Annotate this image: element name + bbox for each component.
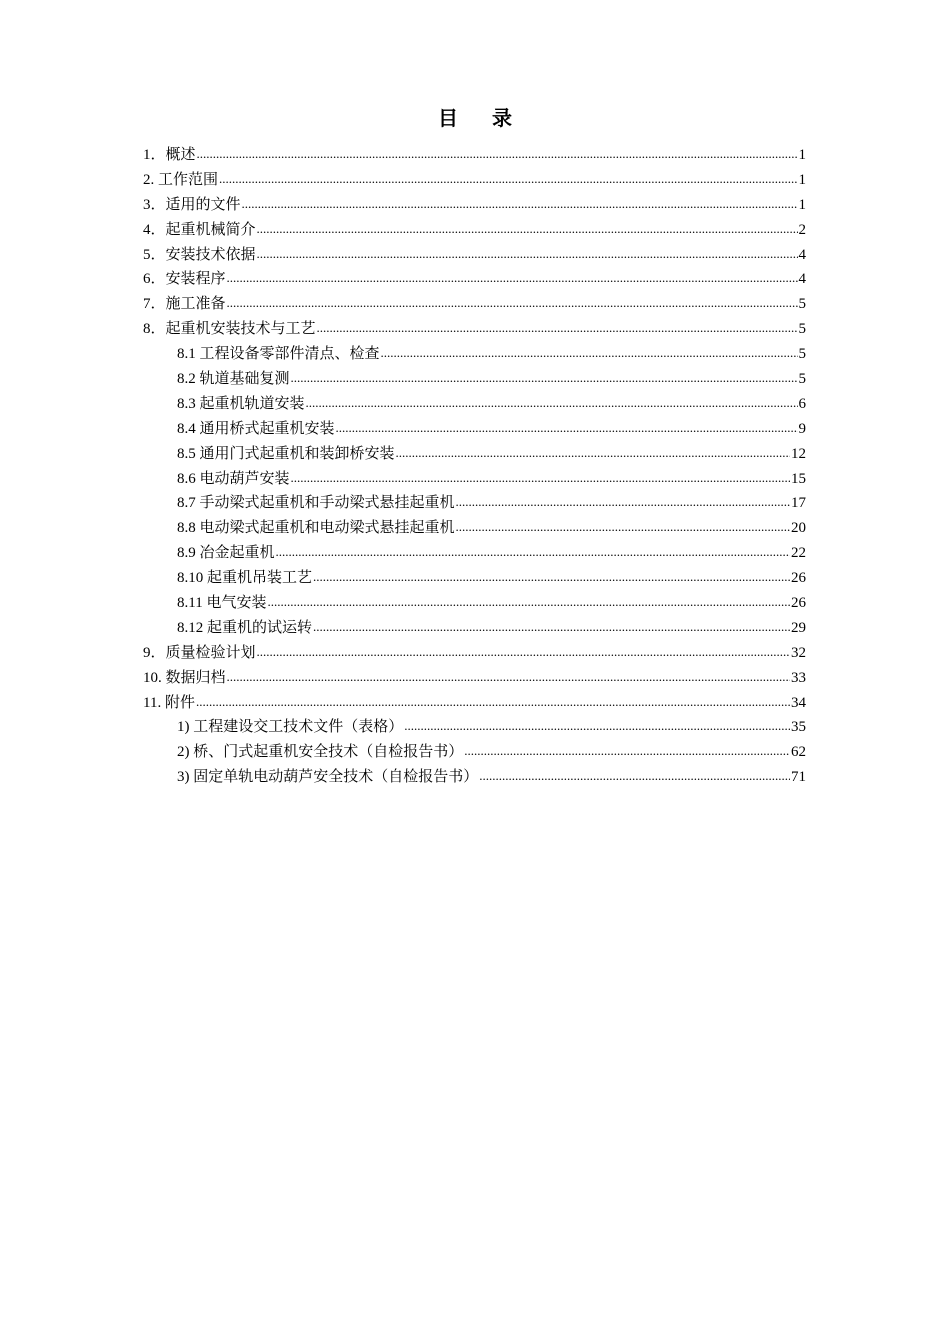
toc-entry[interactable] xyxy=(143,342,806,367)
toc-entry-page-number: 2 xyxy=(798,221,806,238)
toc-dot-leader xyxy=(276,545,790,558)
toc-title: 目录 xyxy=(438,108,546,130)
toc-dot-leader xyxy=(313,570,790,583)
toc-dot-leader xyxy=(227,670,790,683)
toc-entry-page-number: 1 xyxy=(798,171,806,188)
toc-dot-leader xyxy=(479,769,790,782)
toc-entry-label: 7．施工准备 xyxy=(143,296,226,313)
toc-entry-label: 8.6 电动葫芦安装 xyxy=(177,470,290,487)
toc-entry-label: 8.5 通用门式起重机和装卸桥安装 xyxy=(177,445,395,462)
toc-entry-page-number: 26 xyxy=(791,595,806,612)
toc-entry-page-number: 5 xyxy=(798,296,806,313)
toc-entry[interactable] xyxy=(143,765,806,790)
toc-dot-leader xyxy=(219,172,797,185)
toc-dot-leader xyxy=(197,147,798,160)
toc-entry-page-number: 9 xyxy=(798,420,806,437)
toc-dot-leader xyxy=(291,471,790,484)
toc-entry-label: 2. 工作范围 xyxy=(143,171,219,188)
toc-entry-label: 5．安装技术依据 xyxy=(143,246,256,263)
toc-entry-label: 8.12 起重机的试运转 xyxy=(177,619,313,636)
toc-entry-label: 1．概述 xyxy=(143,147,196,163)
toc-entry-label: 8.10 起重机吊装工艺 xyxy=(177,570,313,587)
toc-entry[interactable] xyxy=(143,541,806,566)
toc-entry-page-number: 34 xyxy=(791,694,806,711)
toc-entry-page-number: 22 xyxy=(791,545,806,562)
toc-entry[interactable] xyxy=(143,143,806,168)
toc-entry-label: 10. 数据归档 xyxy=(143,669,226,686)
toc-entry[interactable] xyxy=(143,392,806,417)
toc-entry[interactable] xyxy=(143,317,806,342)
toc-dot-leader xyxy=(404,719,790,732)
toc-entry-label: 4．起重机械简介 xyxy=(143,221,256,238)
toc-entry-page-number: 17 xyxy=(791,495,806,512)
toc-entry[interactable] xyxy=(143,740,806,765)
toc-entry[interactable] xyxy=(143,168,806,193)
toc-entry[interactable] xyxy=(143,442,806,467)
toc-entry-page-number: 32 xyxy=(791,644,806,661)
toc-entry[interactable] xyxy=(143,516,806,541)
toc-dot-leader xyxy=(227,271,798,284)
toc-dot-leader xyxy=(227,296,798,309)
toc-dot-leader xyxy=(196,695,790,708)
toc-entry-label: 8.7 手动梁式起重机和手动梁式悬挂起重机 xyxy=(177,495,455,512)
toc-dot-leader xyxy=(257,645,790,658)
toc-entry-page-number: 15 xyxy=(791,470,806,487)
toc-entry-label: 8.3 起重机轨道安装 xyxy=(177,395,305,412)
toc-entry-page-number: 4 xyxy=(798,246,806,263)
toc-entry-label: 8.1 工程设备零部件清点、检查 xyxy=(177,346,380,363)
toc-dot-leader xyxy=(336,421,798,434)
toc-entry-label: 8．起重机安装技术与工艺 xyxy=(143,321,316,338)
toc-dot-leader xyxy=(242,197,798,210)
toc-dot-leader xyxy=(464,744,790,757)
toc-entry[interactable] xyxy=(143,292,806,317)
toc-entry-page-number: 12 xyxy=(791,445,806,462)
toc-dot-leader xyxy=(267,595,790,608)
toc-entry[interactable] xyxy=(143,641,806,666)
toc-dot-leader xyxy=(257,247,798,260)
toc-entry-label: 3) 固定单轨电动葫芦安全技术（自检报告书） xyxy=(177,769,479,786)
toc-entry-page-number: 1 xyxy=(798,147,806,163)
toc-entry-label: 8.4 通用桥式起重机安装 xyxy=(177,420,335,437)
toc-entry[interactable] xyxy=(143,243,806,268)
toc-entry-page-number: 33 xyxy=(791,669,806,686)
toc-entry[interactable] xyxy=(143,591,806,616)
toc-entry-page-number: 35 xyxy=(791,719,806,736)
toc-dot-leader xyxy=(313,620,790,633)
toc-entry-label: 6．安装程序 xyxy=(143,271,226,288)
toc-entry-label: 1) 工程建设交工技术文件（表格） xyxy=(177,719,404,736)
toc-entry-label: 8.11 电气安装 xyxy=(177,595,267,612)
toc-entry-page-number: 71 xyxy=(791,769,806,786)
toc-dot-leader xyxy=(456,520,790,533)
toc-entry-page-number: 26 xyxy=(791,570,806,587)
toc-entry-page-number: 6 xyxy=(798,395,806,412)
toc-entry[interactable] xyxy=(143,193,806,218)
toc-entry-page-number: 5 xyxy=(798,371,806,388)
toc-dot-leader xyxy=(306,396,798,409)
toc-entry-page-number: 62 xyxy=(791,744,806,761)
toc-entry[interactable] xyxy=(143,417,806,442)
toc-entry-page-number: 29 xyxy=(791,619,806,636)
toc-entry[interactable] xyxy=(143,218,806,243)
toc-entry[interactable] xyxy=(143,715,806,740)
toc-entry-label: 8.8 电动梁式起重机和电动梁式悬挂起重机 xyxy=(177,520,455,537)
toc-dot-leader xyxy=(317,321,798,334)
toc-dot-leader xyxy=(396,446,790,459)
toc-entry[interactable] xyxy=(143,666,806,691)
toc-entry[interactable] xyxy=(143,267,806,292)
toc-entry[interactable] xyxy=(143,691,806,716)
toc-entry-label: 8.9 冶金起重机 xyxy=(177,545,275,562)
toc-dot-leader xyxy=(456,495,790,508)
toc-entry-label: 8.2 轨道基础复测 xyxy=(177,371,290,388)
toc-dot-leader xyxy=(381,346,798,359)
toc-entry[interactable] xyxy=(143,467,806,492)
toc-entry-page-number: 1 xyxy=(798,196,806,213)
toc-entry[interactable] xyxy=(143,616,806,641)
toc-entry-page-number: 5 xyxy=(798,321,806,338)
toc-entry-label: 9．质量检验计划 xyxy=(143,644,256,661)
toc-dot-leader xyxy=(257,222,798,235)
table-of-contents xyxy=(143,143,806,790)
toc-entry-label: 3．适用的文件 xyxy=(143,196,241,213)
toc-entry-label: 2) 桥、门式起重机安全技术（自检报告书） xyxy=(177,744,464,761)
toc-entry-page-number: 5 xyxy=(798,346,806,363)
toc-dot-leader xyxy=(291,371,798,384)
toc-entry-page-number: 4 xyxy=(798,271,806,288)
toc-entry[interactable] xyxy=(143,367,806,392)
toc-entry[interactable] xyxy=(143,566,806,591)
toc-entry-page-number: 20 xyxy=(791,520,806,537)
toc-entry-label: 11. 附件 xyxy=(143,694,195,711)
toc-entry[interactable] xyxy=(143,491,806,516)
